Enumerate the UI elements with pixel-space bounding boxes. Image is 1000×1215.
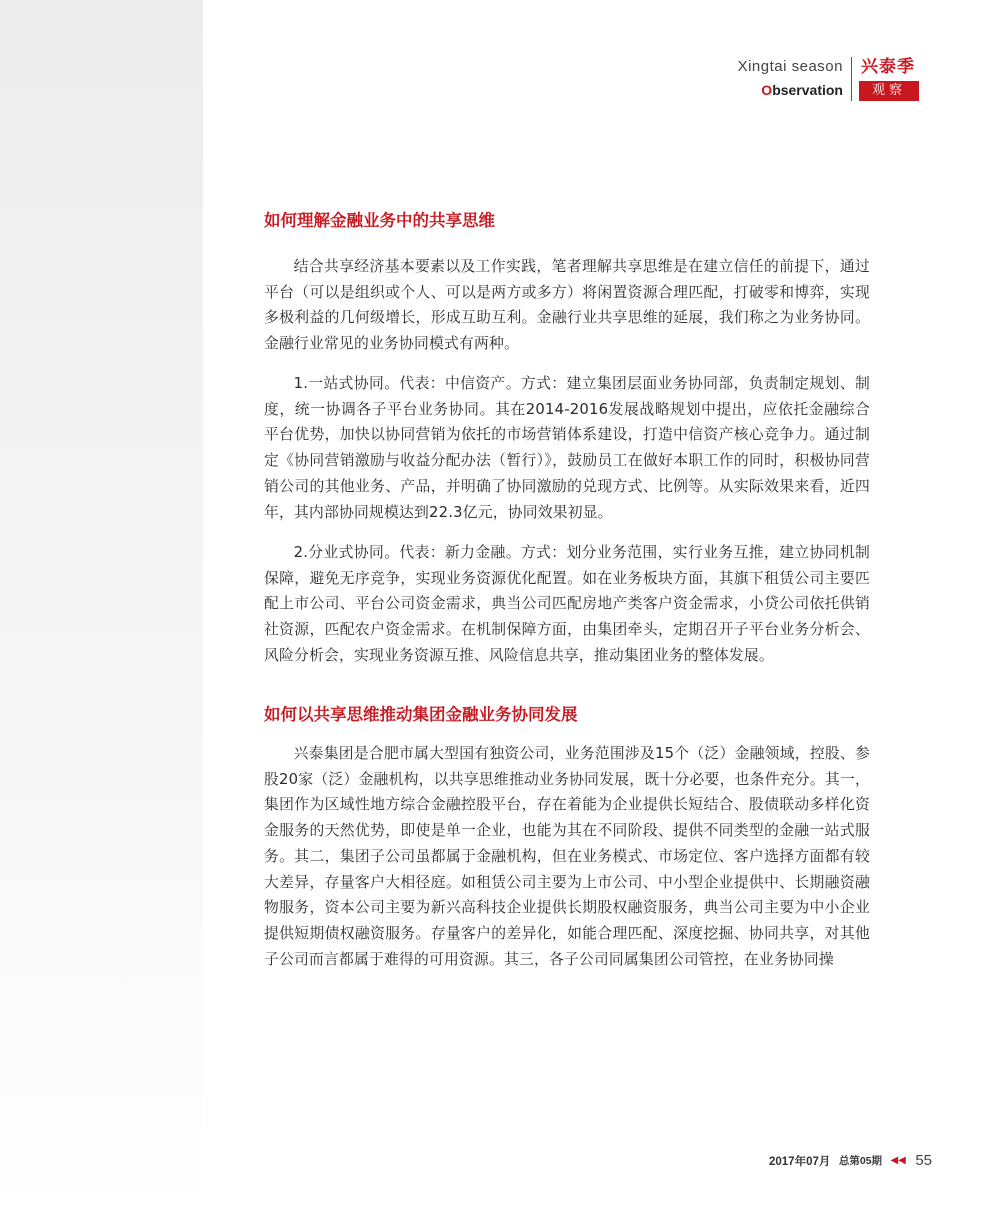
paragraph: 兴泰集团是合肥市属大型国有独资公司，业务范围涉及15个（泛）金融领域，控股、参股20家（泛）金融机构，以共享思维推动业务协同发展，既十分必要，也条件充分。其一，集团作为区域性地方综合金融控股平台，存在着能为企业提供长短结合、股债联动多样化资金服务的天然优势，即使是单一企业，也能为其在不同阶段、提供不同类型的金融一站式服务。其二，集团子公司虽都属于金融机构，但在业务模式、市场定位、客户选择方面都有较大差异，存量客户大相径庭。如租赁公司主要为上市公司、中小型企业提供中、长期融资融物服务，资本公司主要为新兴高科技企业提供长期股权融资服务，典当公司主要为中小企业提供短期债权融资服务。存量客户的差异化，如能合理匹配、深度挖掘、协同共享，对其他子公司而言都属于难得的可用资源。其三，各子公司同属集团公司管控，在业务协同操: [264, 745, 870, 968]
masthead-chinese-brand: 兴泰季: [861, 57, 915, 77]
paragraph: 2.分业式协同。代表：新力金融。方式：划分业务范围，实行业务互推，建立协同机制保障，避免无序竞争，实现业务资源优化配置。如在业务板块方面，其旗下租赁公司主要匹配上市公司、平台公司资金需求，典当公司匹配房地产类客户资金需求，小贷公司依托供销社资源，匹配农户资金需求。在机制保障方面，由集团牵头，定期召开子平台业务分析会、风险分析会，实现业务资源互推、风险信息共享，推动集团业务的整体发展。: [264, 544, 870, 664]
masthead-section-english: [761, 82, 843, 98]
magazine-masthead: [700, 57, 920, 103]
masthead-english-title: Xingtai season: [737, 58, 843, 75]
masthead-divider: [851, 57, 852, 101]
issue-number: 总第05期: [838, 1155, 883, 1168]
masthead-section-badge: 观察: [859, 81, 919, 101]
left-margin-band: [0, 0, 203, 1215]
paragraph: 1.一站式协同。代表：中信资产。方式：建立集团层面业务协同部，负责制定规划、制度，统一协调各子平台业务协同。其在2014-2016发展战略规划中提出，应依托金融综合平台优势，加快以协同营销为依托的市场营销体系建设，打造中信资产核心竞争力。通过制定《协同营销激励与收益分配办法（暂行）》，鼓励员工在做好本职工作的同时，积极协同营销公司的其他业务、产品，并明确了协同激励的兑现方式、比例等。从实际效果来看，近四年，其内部协同规模达到22.3亿元，协同效果初显。: [264, 375, 870, 521]
section-heading-2: 如何以共享思维推动集团金融业务协同发展: [264, 705, 578, 724]
page-number: 55: [915, 1152, 932, 1170]
issue-date: 2017年07月: [769, 1155, 831, 1168]
double-left-arrow-icon: ◀◀: [890, 1155, 906, 1167]
paragraph: 结合共享经济基本要素以及工作实践，笔者理解共享思维是在建立信任的前提下，通过平台（可以是组织或个人、可以是两方或多方）将闲置资源合理匹配，打破零和博弈，实现多极利益的几何级增长，形成互助互利。金融行业共享思维的延展，我们称之为业务协同。金融行业常见的业务协同模式有两种。: [264, 258, 870, 353]
masthead-section-initial: O: [761, 82, 773, 98]
section-heading-1: 如何理解金融业务中的共享思维: [264, 211, 495, 230]
masthead-section-rest: bservation: [772, 82, 843, 98]
page-footer: [700, 1152, 932, 1172]
